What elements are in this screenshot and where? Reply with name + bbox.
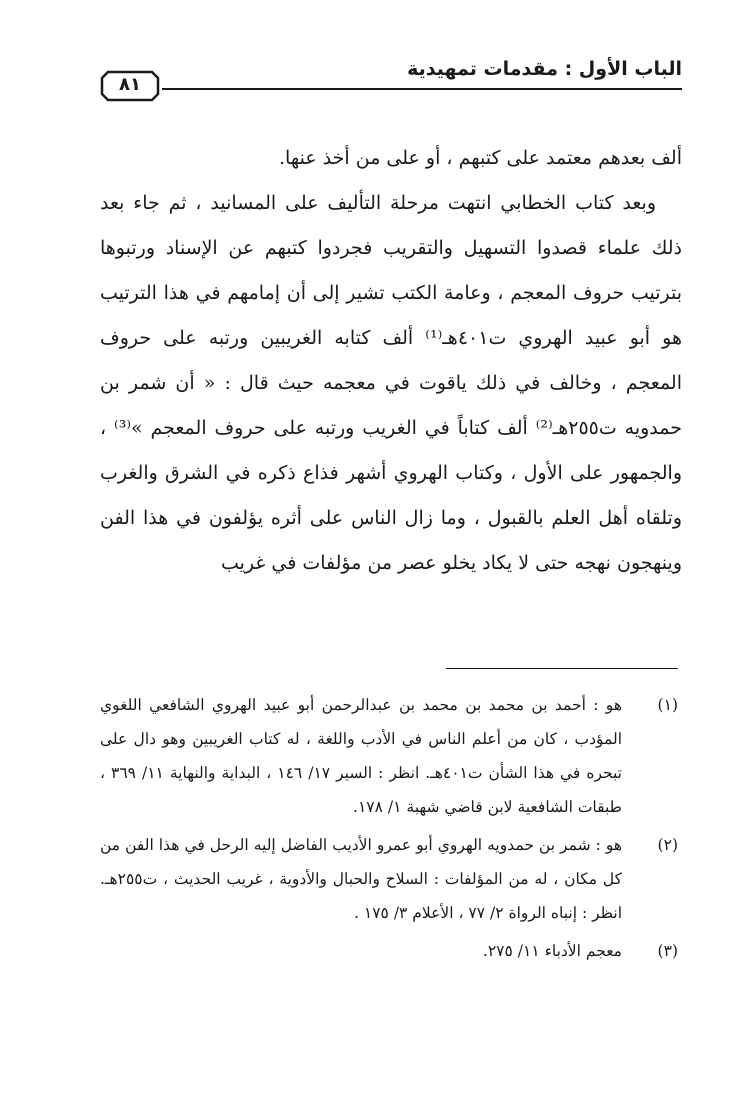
footnote-text: هو : أحمد بن محمد بن محمد بن عبدالرحمن أبو عبيد الهروي الشافعي اللغوي المؤدب ، كان من أعلم الناس في الأدب واللغة ، له كتاب الغريبين وهو دال على تبحره في هذا الشأن ت٤٠١هـ. انظر : السير ١٧/ ١٤٦ ، البداية والنهاية ١١/ ٣٦٩ ، طبقات الشافعية لابن قاضي شهبة ١/ ١٧٨. (100, 696, 623, 816)
footnote (100, 828, 682, 930)
footnote-number: (٣) (657, 942, 678, 960)
footnote-number: (٢) (657, 836, 678, 854)
main-text (100, 136, 682, 586)
paragraph: وبعد كتاب الخطابي انتهت مرحلة التأليف على المسانيد ، ثم جاء بعد ذلك علماء قصدوا التسهيل والتقريب فجردوا كتبهم عن الإسناد ورتبوها بترتيب حروف المعجم ، وعامة الكتب تشير إلى أن إمامهم في هذا الترتيب هو أبو عبيد الهروي ت٤٠١هـ⁽¹⁾ ألف كتابه الغريبين ورتبه على حروف المعجم ، وخالف في ذلك ياقوت في معجمه حيث قال : « أن شمر بن حمدويه ت٢٥٥هـ⁽²⁾ ألف كتاباً في الغريب ورتبه على حروف المعجم »⁽³⁾ ، والجمهور على الأول ، وكتاب الهروي أشهر فذاع ذكره في الشرق والغرب وتلقاه أهل العلم بالقبول ، وما زال الناس على أثره يؤلفون في هذا الفن وينهجون نهجه حتى لا يكاد يخلو عصر من مؤلفات في غريب (100, 192, 683, 574)
footnote (100, 688, 682, 824)
page-number-frame (100, 70, 160, 102)
footnotes (100, 688, 682, 972)
running-header (100, 54, 682, 102)
footnote-text: هو : شمر بن حمدويه الهروي أبو عمرو الأديب الفاضل إليه الرحل في هذا الفن من كل مكان ، له من المؤلفات : السلاح والحبال والأدوية ، غريب الحديث ، ت٢٥٥هـ. انظر : إنباه الرواة ٢/ ٧٧ ، الأعلام ٣/ ١٧٥ . (100, 836, 622, 922)
footnote (100, 934, 682, 968)
page-number: ٨١ (119, 74, 141, 95)
footnote-separator (446, 668, 678, 669)
footnote-number: (١) (657, 696, 678, 714)
header-rule (162, 88, 682, 90)
footnote-text: معجم الأدباء ١١/ ٢٧٥. (482, 942, 622, 960)
paragraph-continuation: ألف بعدهم معتمد على كتبهم ، أو على من أخذ عنها. (279, 147, 682, 169)
chapter-title: الباب الأول : مقدمات تمهيدية (407, 58, 682, 80)
